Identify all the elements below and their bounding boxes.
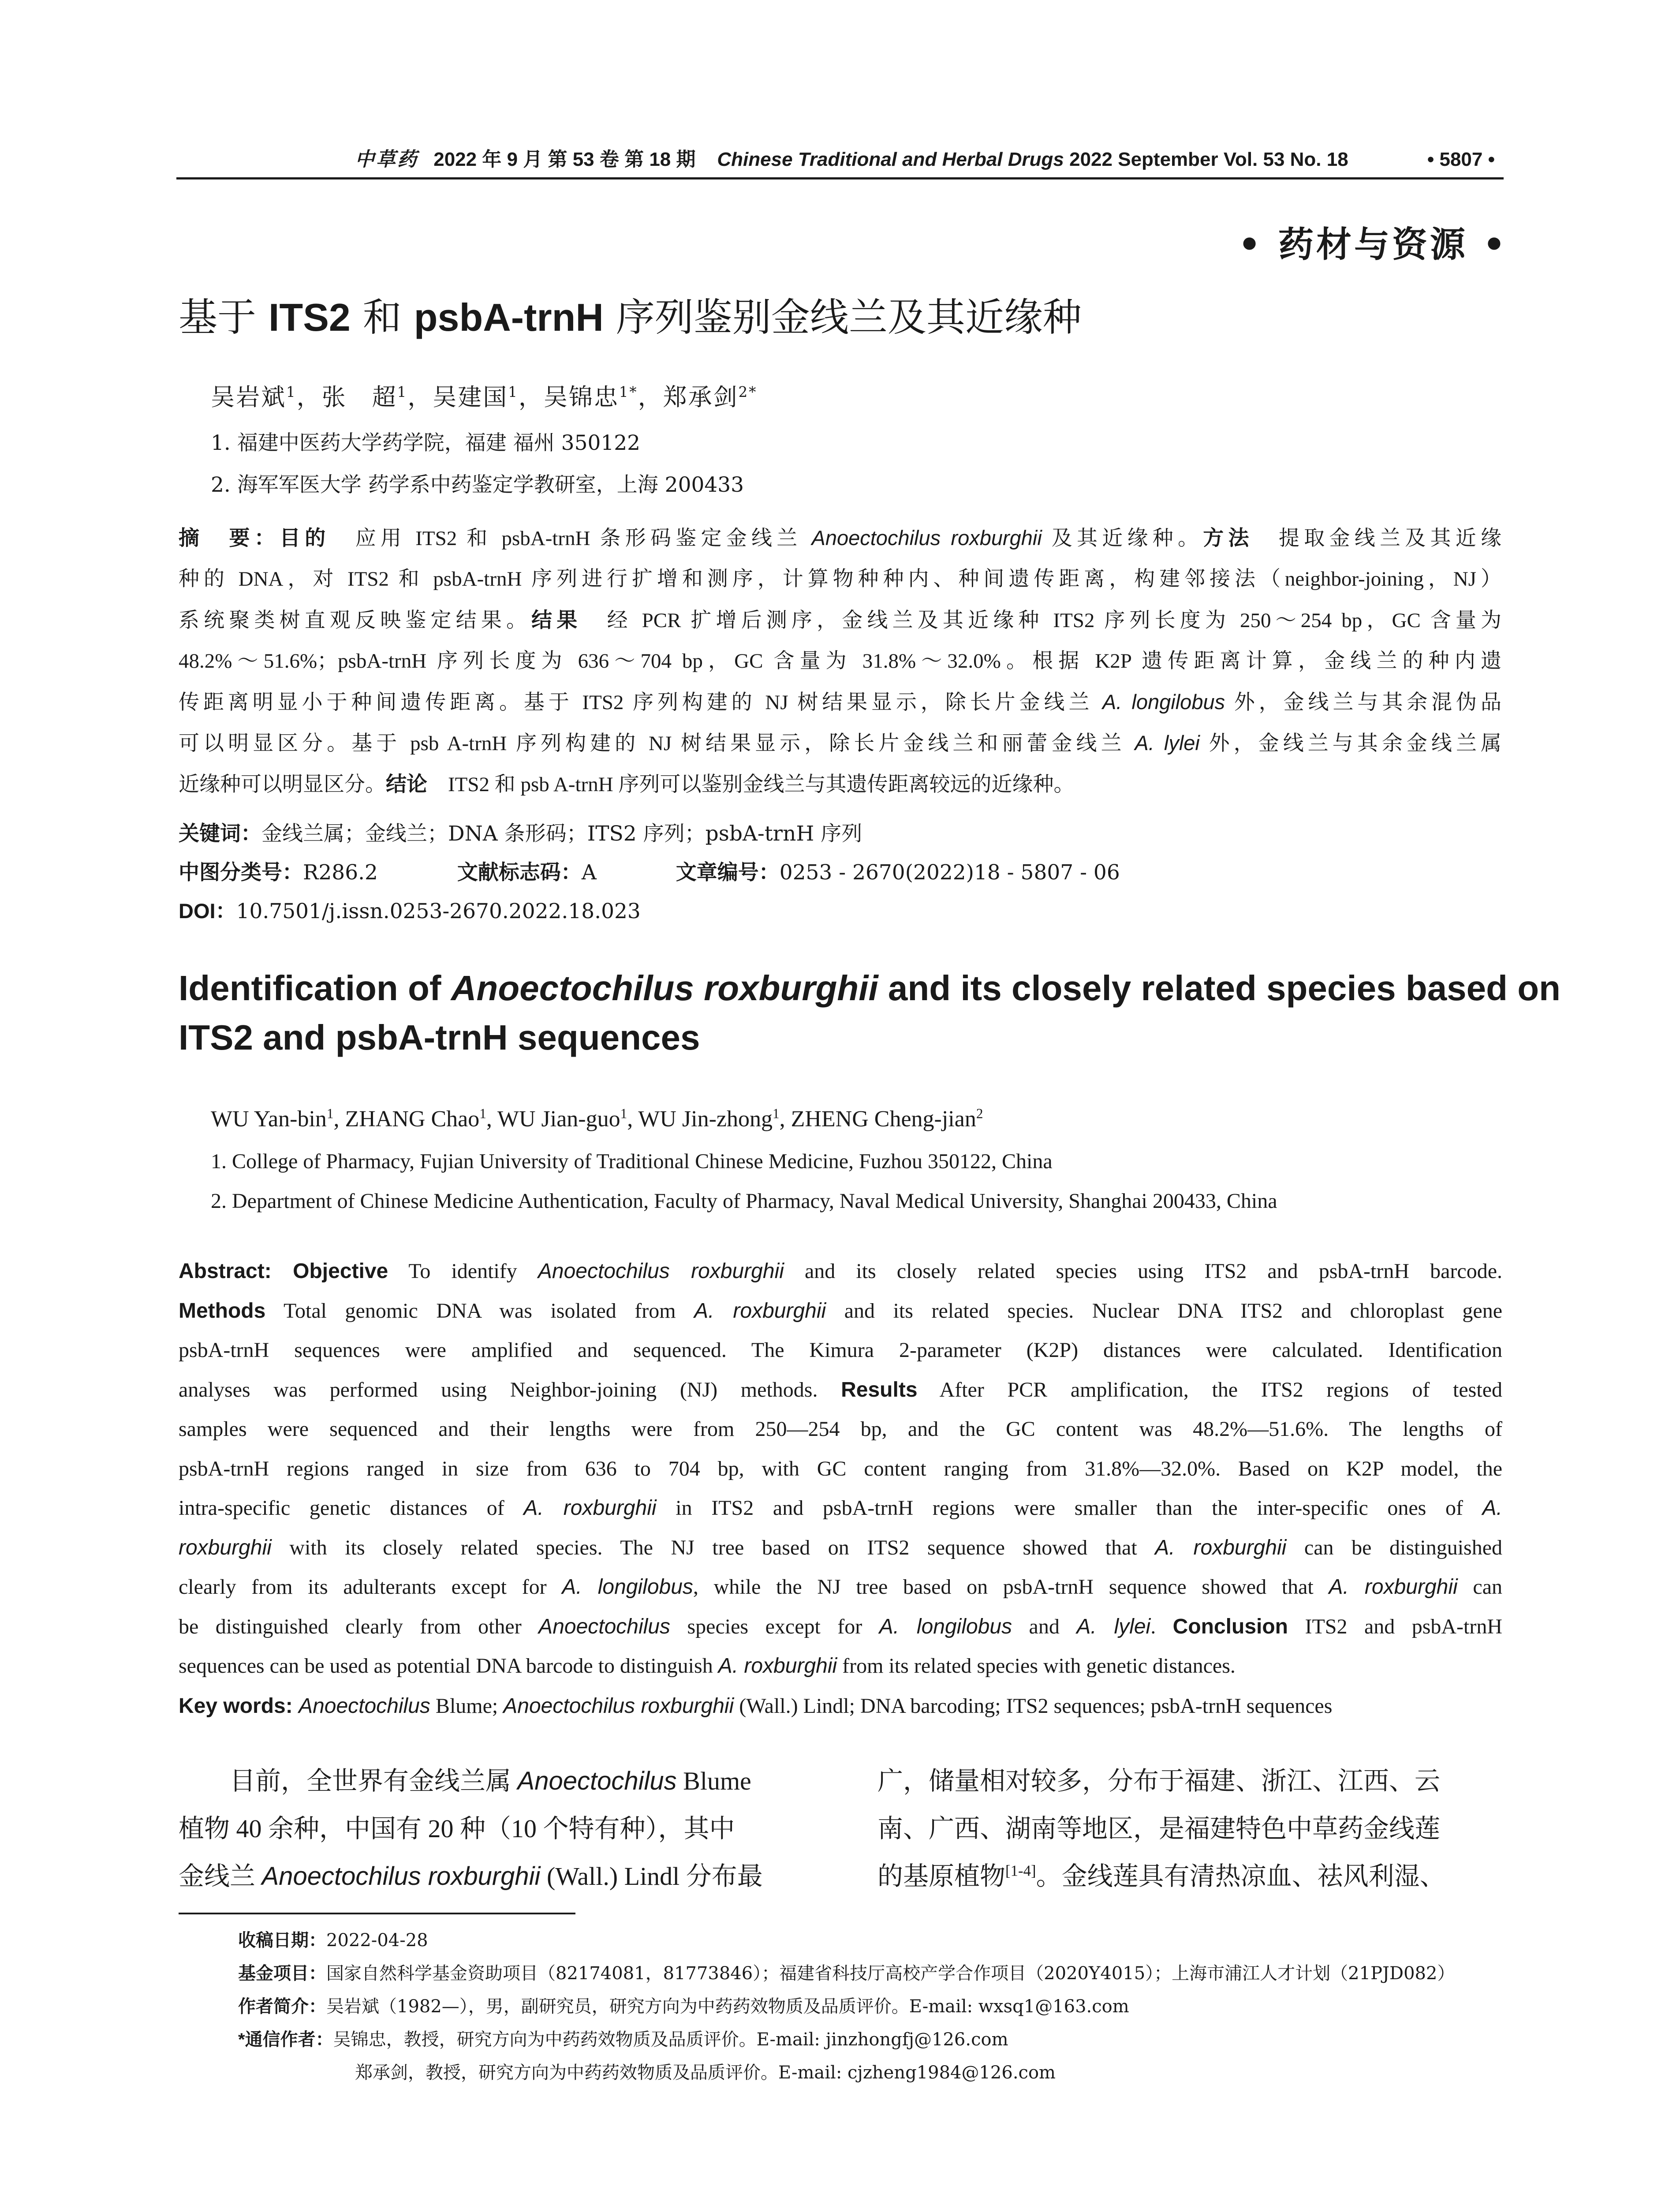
citation-ref: [1-4] — [1005, 1862, 1036, 1880]
cn-title — [179, 291, 1082, 344]
text-run: 48.2%～51.6%；psbA-trnH 序列长度为 636～704 bp，GC 含量为 31.8%～32.0%。根据 K2P 遗传距离计算，金线兰的种内遗 — [179, 650, 1501, 673]
en-abstract-line — [179, 1252, 1502, 1290]
en-affiliation-2: 2. Department of Chinese Medicine Authentication, Faculty of Pharmacy, Naval Medical University, Shanghai 200433, China — [211, 1189, 1277, 1213]
fn-received-value: 2022-04-28 — [326, 1930, 428, 1951]
text-run: 结果 — [531, 608, 582, 632]
text-run: clearly from its adulterants except for — [179, 1575, 562, 1599]
clc-label: 中图分类号： — [179, 860, 303, 884]
author-name: 郑承剑 — [663, 383, 739, 411]
header-left — [355, 142, 1348, 177]
text-run: Blume — [676, 1767, 751, 1795]
text-run: 摘 要： — [179, 526, 280, 549]
cn-title-part: 和 — [350, 295, 414, 340]
author-affiliation-mark: 1 — [397, 384, 408, 400]
doi-label: DOI： — [179, 899, 236, 923]
text-run: 金线兰 — [179, 1862, 262, 1891]
fn-received — [238, 1925, 428, 1956]
en-title-part: Identification of — [179, 968, 451, 1008]
cn-authors: 吴岩斌$^1$，张 超$^1$，吴建国$^1$，吴锦忠$^{1*}$，郑承剑$^{2*}$ — [211, 383, 758, 411]
text-run: 广，储量相对较多，分布于福建、浙江、江西、云 — [877, 1767, 1441, 1795]
text-run: , while the NJ tree based on psbA-trnH sequence showed that — [693, 1575, 1329, 1599]
article-label: 文章编号： — [676, 860, 780, 884]
cn-abstract-line — [179, 643, 1501, 679]
doccode-label: 文献标志码： — [457, 860, 582, 884]
text-run: 近缘种可以明显区分。 — [179, 773, 386, 796]
author-affiliation-mark: 1 — [479, 1106, 486, 1121]
text-run: Total genomic DNA was isolated from — [265, 1299, 694, 1323]
cn-abstract-line — [179, 725, 1501, 761]
fn-corr-1: 吴锦忠，教授，研究方向为中药药效物质及品质评价。E-mail: jinzhongfj@126.com — [333, 2029, 1008, 2050]
issue-info-en: 2022 September Vol. 53 No. 18 — [1069, 149, 1348, 170]
author-affiliation-mark: 1 — [508, 384, 519, 400]
fn-received-label: 收稿日期： — [238, 1931, 326, 1950]
text-run: A. lylei — [1135, 731, 1200, 755]
fn-fund-value: 国家自然科学基金资助项目（82174081，81773846）；福建省科技厅高校产学合作项目（2020Y4015）；上海市浦江人才计划（21PJD082） — [326, 1963, 1455, 1984]
cn-abstract-line — [179, 684, 1501, 720]
body-line — [877, 1760, 1504, 1803]
en-abstract-line — [179, 1292, 1502, 1330]
en-abstract-line — [179, 1371, 1502, 1409]
body-line — [179, 1760, 820, 1803]
text-run: Results — [841, 1378, 918, 1401]
text-run: in ITS2 and psbA-trnH regions were smaller than the inter-specific ones of — [656, 1496, 1482, 1520]
text-run: can — [1457, 1575, 1502, 1599]
cn-keywords — [179, 816, 1501, 851]
text-run: roxburghii — [179, 1536, 272, 1559]
text-run: 外，金线兰与其余混伪品 — [1225, 691, 1501, 714]
text-run: with its closely related species. The NJ tree based on ITS2 sequence showed that — [271, 1536, 1155, 1559]
fn-fund-label: 基金项目： — [238, 1964, 326, 1983]
text-run: Anoectochilus roxburghii — [811, 526, 1042, 549]
text-run: 提取金线兰及其近缘 — [1253, 527, 1501, 550]
text-run: can be distinguished — [1286, 1536, 1502, 1559]
text-run: Abstract: — [179, 1259, 293, 1283]
text-run: and — [1012, 1615, 1077, 1638]
author-name: ZHANG Chao — [345, 1106, 480, 1132]
page-number: • 5807 • — [1427, 149, 1495, 170]
text-run: Anoectochilus — [538, 1615, 671, 1638]
fn-bio-label: 作者简介： — [238, 1997, 326, 2016]
en-abstract-line — [179, 1608, 1502, 1646]
text-run: 南、广西、湖南等地区，是福建特色中草药金线莲 — [877, 1814, 1441, 1843]
text-run: Conclusion — [1172, 1615, 1288, 1638]
text-run: 方法 — [1203, 526, 1254, 549]
doi-value: 10.7501/j.issn.0253-2670.2022.18.023 — [236, 899, 641, 923]
text-run: 目的 — [280, 526, 330, 549]
text-run: psbA-trnH sequences were amplified and sequenced. The Kimura 2-parameter (K2P) distances were calculated. Identification — [179, 1338, 1502, 1362]
text-run: 及其近缘种。 — [1042, 527, 1203, 550]
fn-corr-label: *通信作者： — [238, 2030, 333, 2049]
clc-value: R286.2 — [303, 860, 378, 885]
text-run: Anoectochilus roxburghii — [538, 1259, 784, 1283]
en-abstract-line — [179, 1489, 1502, 1527]
text-run: psbA-trnH regions ranged in size from 636 to 704 bp, with GC content ranging from 31.8%—32.0%. Based on K2P model, the — [179, 1457, 1502, 1480]
cn-title-part: ITS2 — [268, 295, 351, 339]
author-affiliation-mark: 1 — [326, 1106, 334, 1121]
text-run: A. roxburghii — [523, 1496, 657, 1520]
footnote-rule — [179, 1913, 575, 1914]
author-affiliation-mark: 2* — [738, 384, 758, 400]
text-run: A. roxburghii — [718, 1654, 837, 1678]
doi-line — [179, 893, 1501, 929]
text-run: A. longilobus — [1102, 690, 1225, 714]
section-tag: • 药材与资源 • — [1238, 224, 1508, 265]
text-run: A. longilobus — [879, 1615, 1012, 1638]
keyword-run: (Wall.) Lindl; DNA barcoding; ITS2 sequences; psbA-trnH sequences — [734, 1694, 1333, 1718]
author-affiliation-mark: 1 — [286, 384, 297, 400]
text-run: 应用 ITS2 和 psbA-trnH 条形码鉴定金线兰 — [330, 527, 812, 550]
cn-abstract-line — [179, 602, 1501, 638]
en-affiliation-1: 1. College of Pharmacy, Fujian University of Traditional Chinese Medicine, Fuzhou 350122, China — [211, 1150, 1053, 1173]
cn-keywords-text: 金线兰属；金线兰；DNA 条形码；ITS2 序列；psbA-trnH 序列 — [261, 822, 862, 846]
en-abstract-line — [179, 1568, 1502, 1606]
author-name: 吴建国 — [433, 383, 508, 411]
cn-title-part: 基于 — [179, 295, 269, 340]
text-run: and its related species. Nuclear DNA ITS2 and chloroplast gene — [826, 1299, 1502, 1323]
en-abstract-line — [179, 1410, 1502, 1448]
text-run: 传距离明显小于种间遗传距离。基于 ITS2 序列构建的 NJ 树结果显示，除长片金线兰 — [179, 691, 1103, 714]
cn-title-part: psbA-trnH — [414, 295, 604, 339]
text-run: 种的 DNA，对 ITS2 和 psbA-trnH 序列进行扩增和测序，计算物种种内、种间遗传距离，构建邻接法（neighbor-joining，NJ） — [179, 568, 1501, 590]
en-authors: WU Yan-bin$^1$, ZHANG Chao$^1$, WU Jian-guo$^1$, WU Jin-zhong$^1$, ZHENG Cheng-jian$^2$ — [211, 1106, 983, 1132]
text-run: . — [1150, 1615, 1173, 1638]
en-keywords-text — [299, 1694, 1332, 1718]
body-line — [877, 1855, 1504, 1898]
article-value: 0253 - 2670(2022)18 - 5807 - 06 — [779, 860, 1120, 885]
author-name: WU Jin-zhong — [638, 1106, 773, 1132]
author-affiliation-mark: 1 — [773, 1106, 780, 1121]
issue-info-cn: 2022 年 9 月 第 53 卷 第 18 期 — [433, 149, 696, 170]
text-run: from its related species with genetic distances. — [837, 1654, 1236, 1678]
cn-title-part: 序列鉴别金线兰及其近缘种 — [603, 295, 1082, 340]
text-run: intra-specific genetic distances of — [179, 1496, 524, 1520]
text-run: 经 PCR 扩增后测序，金线兰及其近缘种 ITS2 序列长度为 250～254 bp，GC 含量为 — [582, 609, 1501, 632]
journal-name-en: Chinese Traditional and Herbal Drugs — [717, 149, 1064, 170]
author-name: WU Jian-guo — [497, 1106, 620, 1132]
text-run: Methods — [179, 1299, 266, 1323]
doccode-value: A — [581, 860, 597, 885]
fn-corresponding — [238, 2024, 1008, 2055]
text-run: 目前，全世界有金线兰属 — [179, 1767, 518, 1795]
text-run: 外，金线兰与其余金线兰属 — [1199, 732, 1501, 755]
cn-abstract-line — [179, 520, 1501, 556]
text-run: be distinguished clearly from other — [179, 1615, 539, 1638]
text-run: 植物 40 余种，中国有 20 种（10 个特有种），其中 — [179, 1814, 735, 1843]
en-abstract-line — [179, 1331, 1502, 1369]
fn-bio-value: 吴岩斌（1982—），男，副研究员，研究方向为中药药效物质及品质评价。E-mail: wxsq1@163.com — [326, 1996, 1129, 2017]
fn-corresponding-2: 郑承剑，教授，研究方向为中药药效物质及品质评价。E-mail: cjzheng1984@126.com — [355, 2063, 1056, 2083]
text-run: A. roxburghii — [1155, 1536, 1287, 1559]
running-header — [176, 142, 1504, 179]
text-run: analyses was performed using Neighbor-joining (NJ) methods. — [179, 1378, 841, 1401]
text-run: samples were sequenced and their lengths were from 250—254 bp, and the GC content was 48.2%—51.6%. The lengths of — [179, 1417, 1502, 1441]
text-run: species except for — [670, 1615, 879, 1638]
text-run: A. — [1482, 1496, 1502, 1520]
en-title — [179, 964, 1561, 1062]
author-name: 张 超 — [321, 383, 397, 411]
text-run: To identify — [388, 1259, 538, 1283]
author-affiliation-mark: 1* — [619, 384, 638, 400]
text-run: 的基原植物 — [877, 1862, 1006, 1891]
keyword-run: Blume; — [430, 1694, 504, 1718]
keyword-run: Anoectochilus roxburghii — [503, 1694, 734, 1718]
en-abstract-line — [179, 1647, 1502, 1685]
cn-abstract-line — [179, 561, 1501, 597]
cn-abstract-line — [179, 766, 1501, 802]
en-abstract-line — [179, 1450, 1502, 1488]
text-run: 结论 — [386, 772, 427, 796]
text-run: Anoectochilus — [517, 1767, 677, 1795]
text-run: 可以明显区分。基于 psb A-trnH 序列构建的 NJ 树结果显示，除长片金线兰和丽蕾金线兰 — [179, 732, 1135, 755]
text-run: A. longilobus — [562, 1575, 693, 1599]
keyword-run: Anoectochilus — [299, 1694, 430, 1718]
en-title-part: and its closely related species based on — [878, 968, 1561, 1008]
text-run: and its closely related species using ITS2 and psbA-trnH barcode. — [784, 1259, 1502, 1283]
text-run: sequences can be used as potential DNA barcode to distinguish — [179, 1654, 718, 1678]
text-run: 系统聚类树直观反映鉴定结果。 — [179, 609, 532, 632]
text-run: A. roxburghii — [1329, 1575, 1458, 1599]
cn-classification — [179, 855, 1501, 890]
en-title-part: Anoectochilus roxburghii — [451, 968, 878, 1008]
cn-keywords-label: 关键词： — [179, 822, 261, 845]
text-run: 。金线莲具有清热凉血、祛风利湿、 — [1036, 1862, 1445, 1891]
en-abstract-line — [179, 1529, 1502, 1567]
text-run: A. roxburghii — [694, 1299, 826, 1323]
body-line — [179, 1855, 820, 1898]
en-keywords — [179, 1687, 1502, 1725]
en-keywords-label: Key words: — [179, 1694, 299, 1718]
author-affiliation-mark: 1 — [620, 1106, 627, 1121]
author-affiliation-mark: 2 — [976, 1106, 983, 1121]
text-run: (Wall.) Lindl 分布最 — [540, 1862, 763, 1891]
text-run: ITS2 和 psb A-trnH 序列可以鉴别金线兰与其遗传距离较远的近缘种。 — [427, 773, 1075, 796]
author-name: 吴岩斌 — [211, 383, 286, 411]
cn-affiliation-2: 2. 海军军医大学 药学系中药鉴定学教研室，上海 200433 — [211, 473, 744, 497]
author-name: ZHENG Cheng-jian — [791, 1106, 976, 1132]
text-run: A. lylei — [1076, 1615, 1151, 1638]
body-line — [877, 1807, 1504, 1850]
journal-name-cn: 中草药 — [355, 149, 418, 170]
text-run: After PCR amplification, the ITS2 regions of tested — [917, 1378, 1502, 1401]
fn-fund — [238, 1958, 1455, 1989]
text-run: Anoectochilus roxburghii — [261, 1862, 541, 1891]
cn-affiliation-1: 1. 福建中医药大学药学院，福建 福州 350122 — [211, 431, 641, 455]
author-name: WU Yan-bin — [211, 1106, 327, 1132]
text-run: ITS2 and psbA-trnH — [1288, 1615, 1502, 1638]
author-name: 吴锦忠 — [543, 383, 619, 411]
body-line — [179, 1807, 820, 1850]
fn-bio — [238, 1991, 1129, 2022]
text-run: Objective — [293, 1259, 388, 1283]
en-title-line-2: ITS2 and psbA-trnH sequences — [179, 1018, 700, 1057]
